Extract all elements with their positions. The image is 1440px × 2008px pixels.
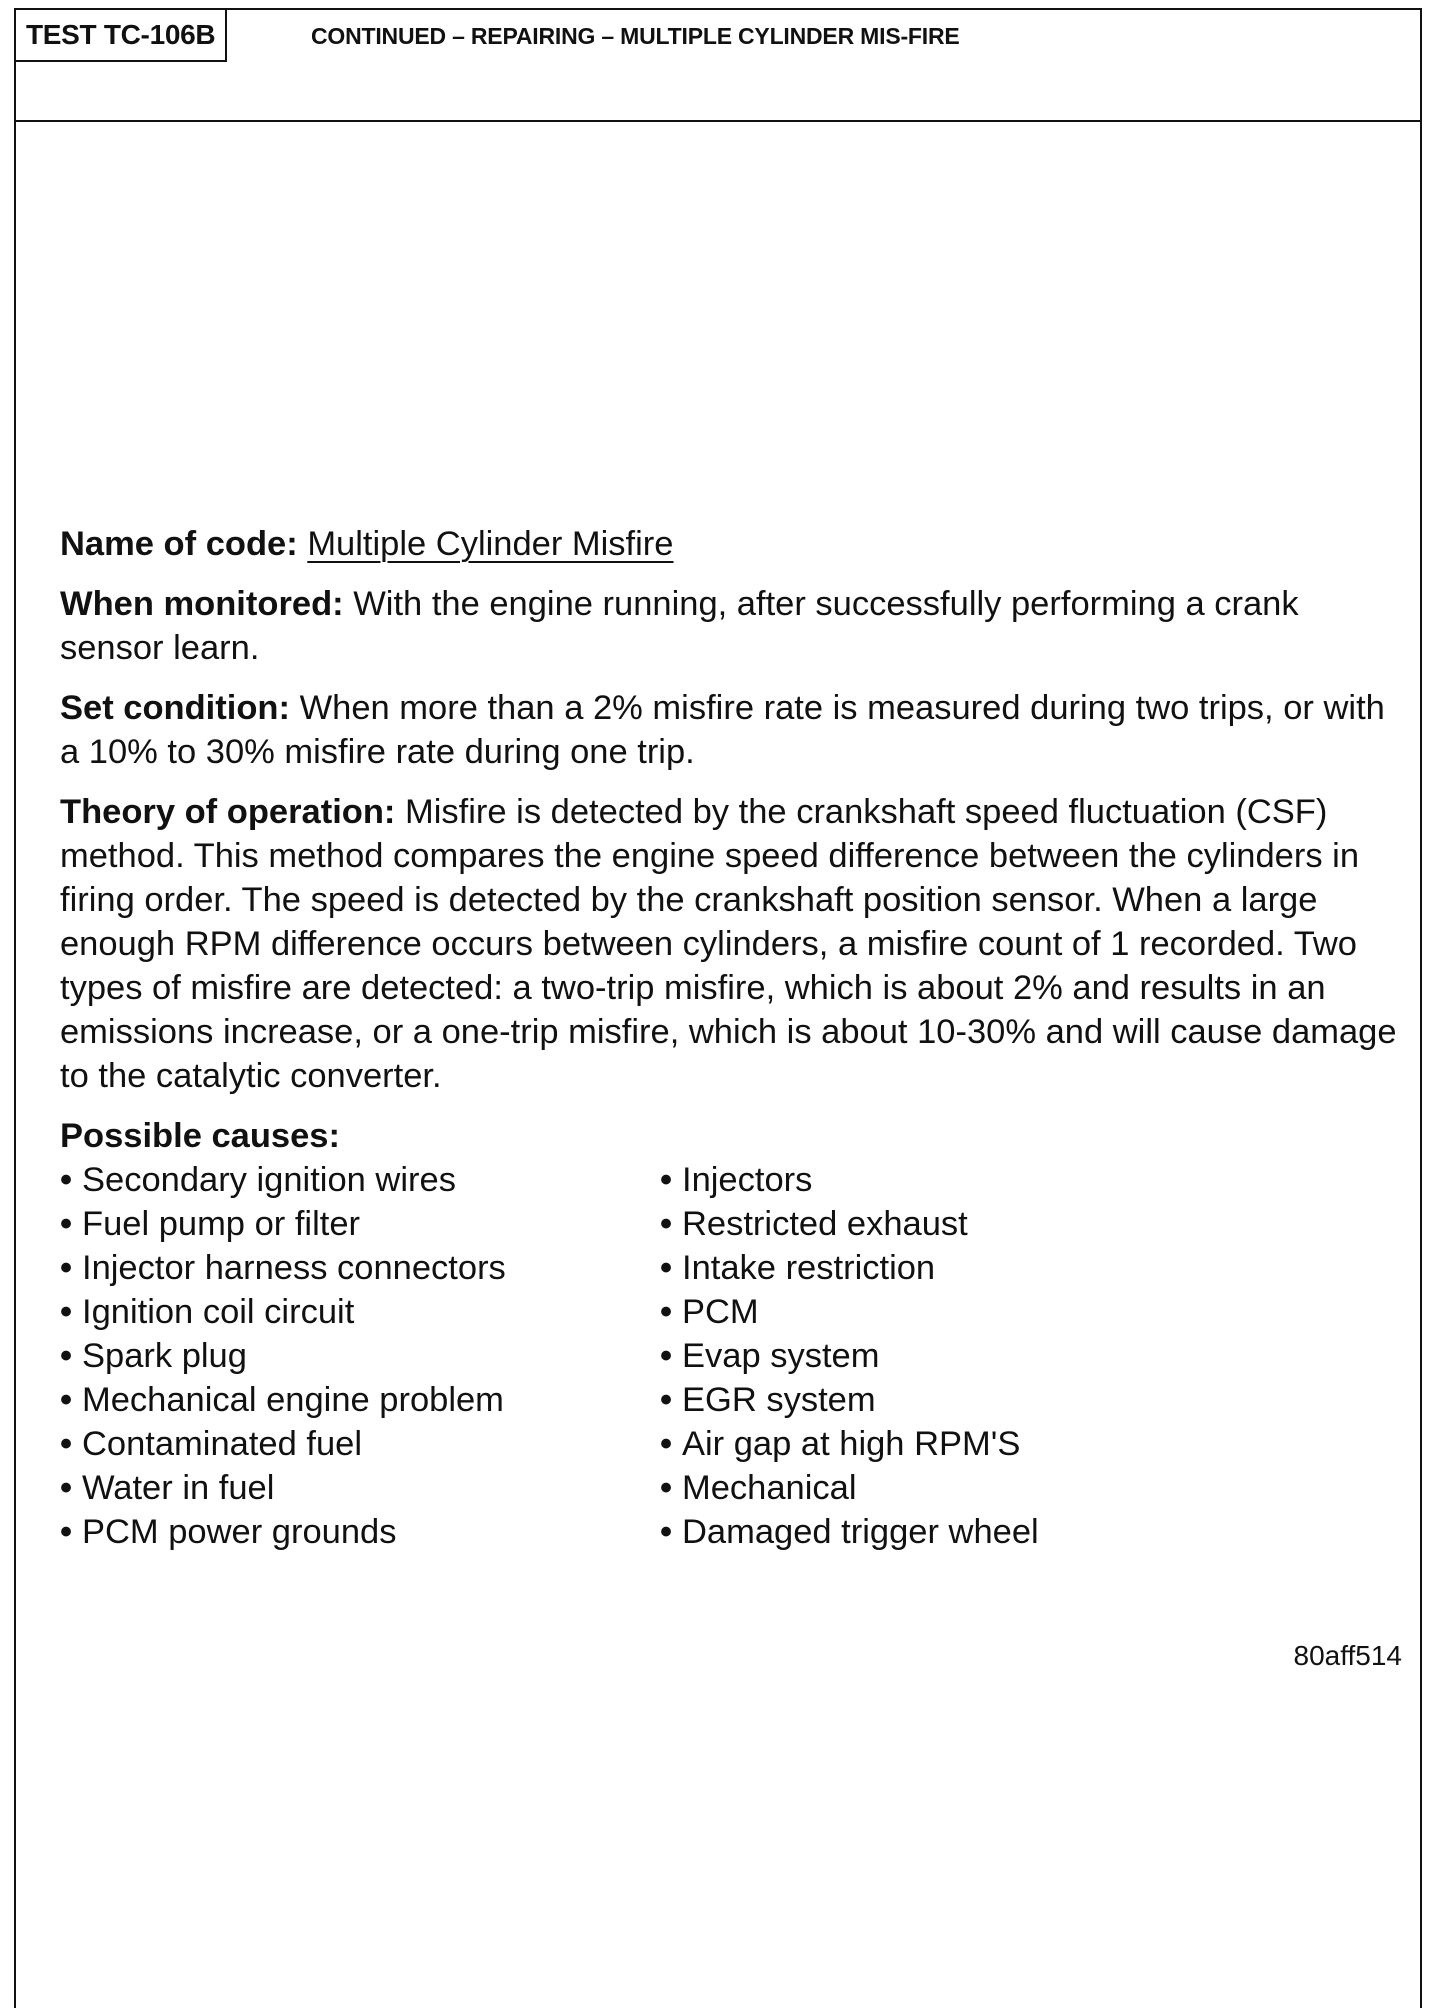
cause-list-item: • Water in fuel (60, 1466, 660, 1510)
cause-list-item: • EGR system (660, 1378, 1360, 1422)
theory-of-operation-paragraph (60, 790, 1410, 1098)
cause-list-item: • Mechanical (660, 1466, 1360, 1510)
cause-list-item: • Secondary ignition wires (60, 1158, 660, 1202)
bullet-icon: • (660, 1249, 673, 1287)
cause-list-item: • Ignition coil circuit (60, 1290, 660, 1334)
bullet-icon: • (60, 1469, 73, 1507)
bullet-icon: • (660, 1425, 673, 1463)
bullet-icon: • (660, 1337, 673, 1375)
cause-list-item: • Damaged trigger wheel (660, 1510, 1360, 1554)
bullet-icon: • (60, 1425, 73, 1463)
bullet-icon: • (660, 1161, 673, 1199)
bullet-icon: • (60, 1205, 73, 1243)
possible-causes-list (60, 1158, 1410, 1554)
cause-list-item: • Restricted exhaust (660, 1202, 1360, 1246)
bullet-icon: • (60, 1293, 73, 1331)
bullet-icon: • (60, 1161, 73, 1199)
cause-list-item: • Evap system (660, 1334, 1360, 1378)
bullet-icon: • (60, 1337, 73, 1375)
cause-list-item: • Mechanical engine problem (60, 1378, 660, 1422)
header-row (16, 10, 1420, 122)
cause-list-item: • Contaminated fuel (60, 1422, 660, 1466)
code-description (60, 522, 1410, 1554)
set-condition-text: When more than a 2% misfire rate is measured during two trips, or with a 10% to 30% misfire rate during one trip. (60, 689, 1385, 771)
theory-of-operation-label: Theory of operation: (60, 793, 396, 831)
bullet-icon: • (60, 1513, 73, 1551)
name-of-code-row (60, 522, 1410, 566)
cause-list-item: • Intake restriction (660, 1246, 1360, 1290)
page-frame (14, 8, 1422, 2008)
theory-of-operation-text: Misfire is detected by the crankshaft speed fluctuation (CSF) method. This method compares the engine speed difference between the cylinders in firing order. The speed is detected by the crankshaft position sensor. When a large enough RPM difference occurs between cylinders, a misfire count of 1 recorded. Two types of misfire are detected: a two-trip misfire, which is about 2% and results in an emissions increase, or a one-trip misfire, which is about 10-30% and will cause damage to the catalytic converter. (60, 793, 1397, 1095)
bullet-icon: • (60, 1249, 73, 1287)
name-of-code-label: Name of code: (60, 525, 298, 563)
when-monitored-text: With the engine running, after successfully performing a crank sensor learn. (60, 585, 1299, 667)
possible-causes-heading: Possible causes: (60, 1117, 340, 1155)
cause-list-item: • Fuel pump or filter (60, 1202, 660, 1246)
possible-causes-right-column (660, 1158, 1360, 1554)
figure-id: 80aff514 (1293, 1640, 1402, 1671)
cause-list-item: • Air gap at high RPM'S (660, 1422, 1360, 1466)
when-monitored-label: When monitored: (60, 585, 344, 623)
bullet-icon: • (660, 1513, 673, 1551)
bullet-icon: • (660, 1293, 673, 1331)
set-condition-paragraph (60, 686, 1410, 774)
bullet-icon: • (660, 1381, 673, 1419)
cause-list-item: • Injectors (660, 1158, 1360, 1202)
cause-list-item: • Spark plug (60, 1334, 660, 1378)
set-condition-label: Set condition: (60, 689, 290, 727)
bullet-icon: • (60, 1381, 73, 1419)
header-title: CONTINUED – REPAIRING – MULTIPLE CYLINDER MIS-FIRE (311, 23, 960, 49)
cause-list-item: • Injector harness connectors (60, 1246, 660, 1290)
when-monitored-paragraph (60, 582, 1410, 670)
cause-list-item: • PCM (660, 1290, 1360, 1334)
cause-list-item: • PCM power grounds (60, 1510, 660, 1554)
bullet-icon: • (660, 1469, 673, 1507)
name-of-code-value: Multiple Cylinder Misfire (307, 525, 674, 563)
possible-causes-left-column (60, 1158, 660, 1554)
bullet-icon: • (660, 1205, 673, 1243)
test-id-label: TEST TC-106B (16, 10, 227, 62)
